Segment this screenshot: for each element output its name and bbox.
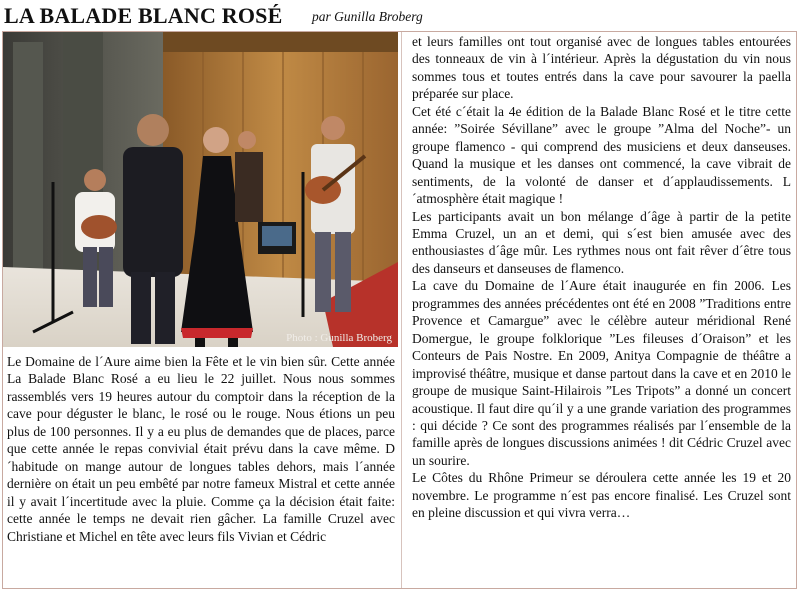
event-photo	[3, 32, 398, 347]
paragraph: La cave du Domaine de l´Aure était inaugurée en fin 2006. Les programmes des années précédentes ont été en 2008 ”Traditions entre Provence et Camargue” avec le célèbre auteur méridional René Domergue, le groupe folklorique ”Les fileuses d´Oraison” et les Conteurs de Pais Nostre. En 2009, Anitya Compagnie de théâtre a improvisé théâtre, musique et danse partout dans la cave et en 2010 le groupe de musique Saint-Hilairois ”Les Tripots” a donné un concert acoustique. Il faut dire qu´il y a une grande variation des programmes : qui décide ? Ce sont des programmes réalisés par l´ensemble de la famille après de longues discussions animées ! dit Cédric Cruzel avec un sourire.	[412, 278, 791, 468]
paragraph: Les participants avait un bon mélange d´âge à partir de la petite Emma Cruzel, un an et demi, qui s´est bien amusée avec des enthousiastes d´âge mûr. Les rythmes nous ont fait rêver d´être tous des danseurs et danseuses de flamenco.	[412, 208, 791, 276]
column-divider	[401, 32, 402, 588]
paragraph: Le Côtes du Rhône Primeur se déroulera cette année les 19 et 20 novembre. Le programme n´est pas encore finalisé. Les Cruzel sont en pleine discussion et qui vivra verra…	[412, 470, 791, 521]
paragraph: et leurs familles ont tout organisé avec de longues tables entourées des tonneaux de vin à l´intérieur. Après la dégustation du vin nous sommes tous et toutes entrés dans la cave pour savourer la paella préparée sur place.	[412, 34, 791, 102]
photo-illustration	[3, 32, 398, 347]
paragraph: Cet été c´était la 4e édition de la Balade Blanc Rosé et le titre cette année: ”Soirée Sévillane” avec le groupe ”Alma del Noche”- un groupe flamenco - qui comprend des musiciens et deux danseuses. Quand la musique et les danses ont commencé, la cave vibrait de sentiments, de la volonté de danser et d´applaudissements. L´atmosphère était magique !	[412, 103, 791, 207]
photo-credit: Photo : Gunilla Broberg	[286, 332, 392, 344]
article-title: LA BALADE BLANC ROSÉ	[4, 3, 283, 28]
left-column-text	[7, 353, 395, 589]
article-byline: par Gunilla Broberg	[312, 9, 423, 24]
right-column-text	[412, 33, 791, 589]
paragraph: Le Domaine de l´Aure aime bien la Fête et le vin bien sûr. Cette année La Balade Blanc Rosé a eu lieu le 22 juillet. Nous nous sommes rassemblés vers 19 heures autour du comptoir dans la réception de la cave pour déguster le blanc, le rosé ou le rouge. Nous étions un peu plus de 100 personnes. Il y a eu plus de demandes que de places, parce que cette année le repas convivial était prévu dans la cave même. D´habitude on mange autour de longues tables dehors, mais l´année dernière on était un peu embêté par notre fameux Mistral et cette année il y avait l´incertitude avec la pluie. Comme ça la décision était faite: cette année le temps ne devait rien gâcher. La famille Cruzel avec Christiane et Michel en tête avec leurs fils Vivian et Cédric	[7, 354, 395, 544]
